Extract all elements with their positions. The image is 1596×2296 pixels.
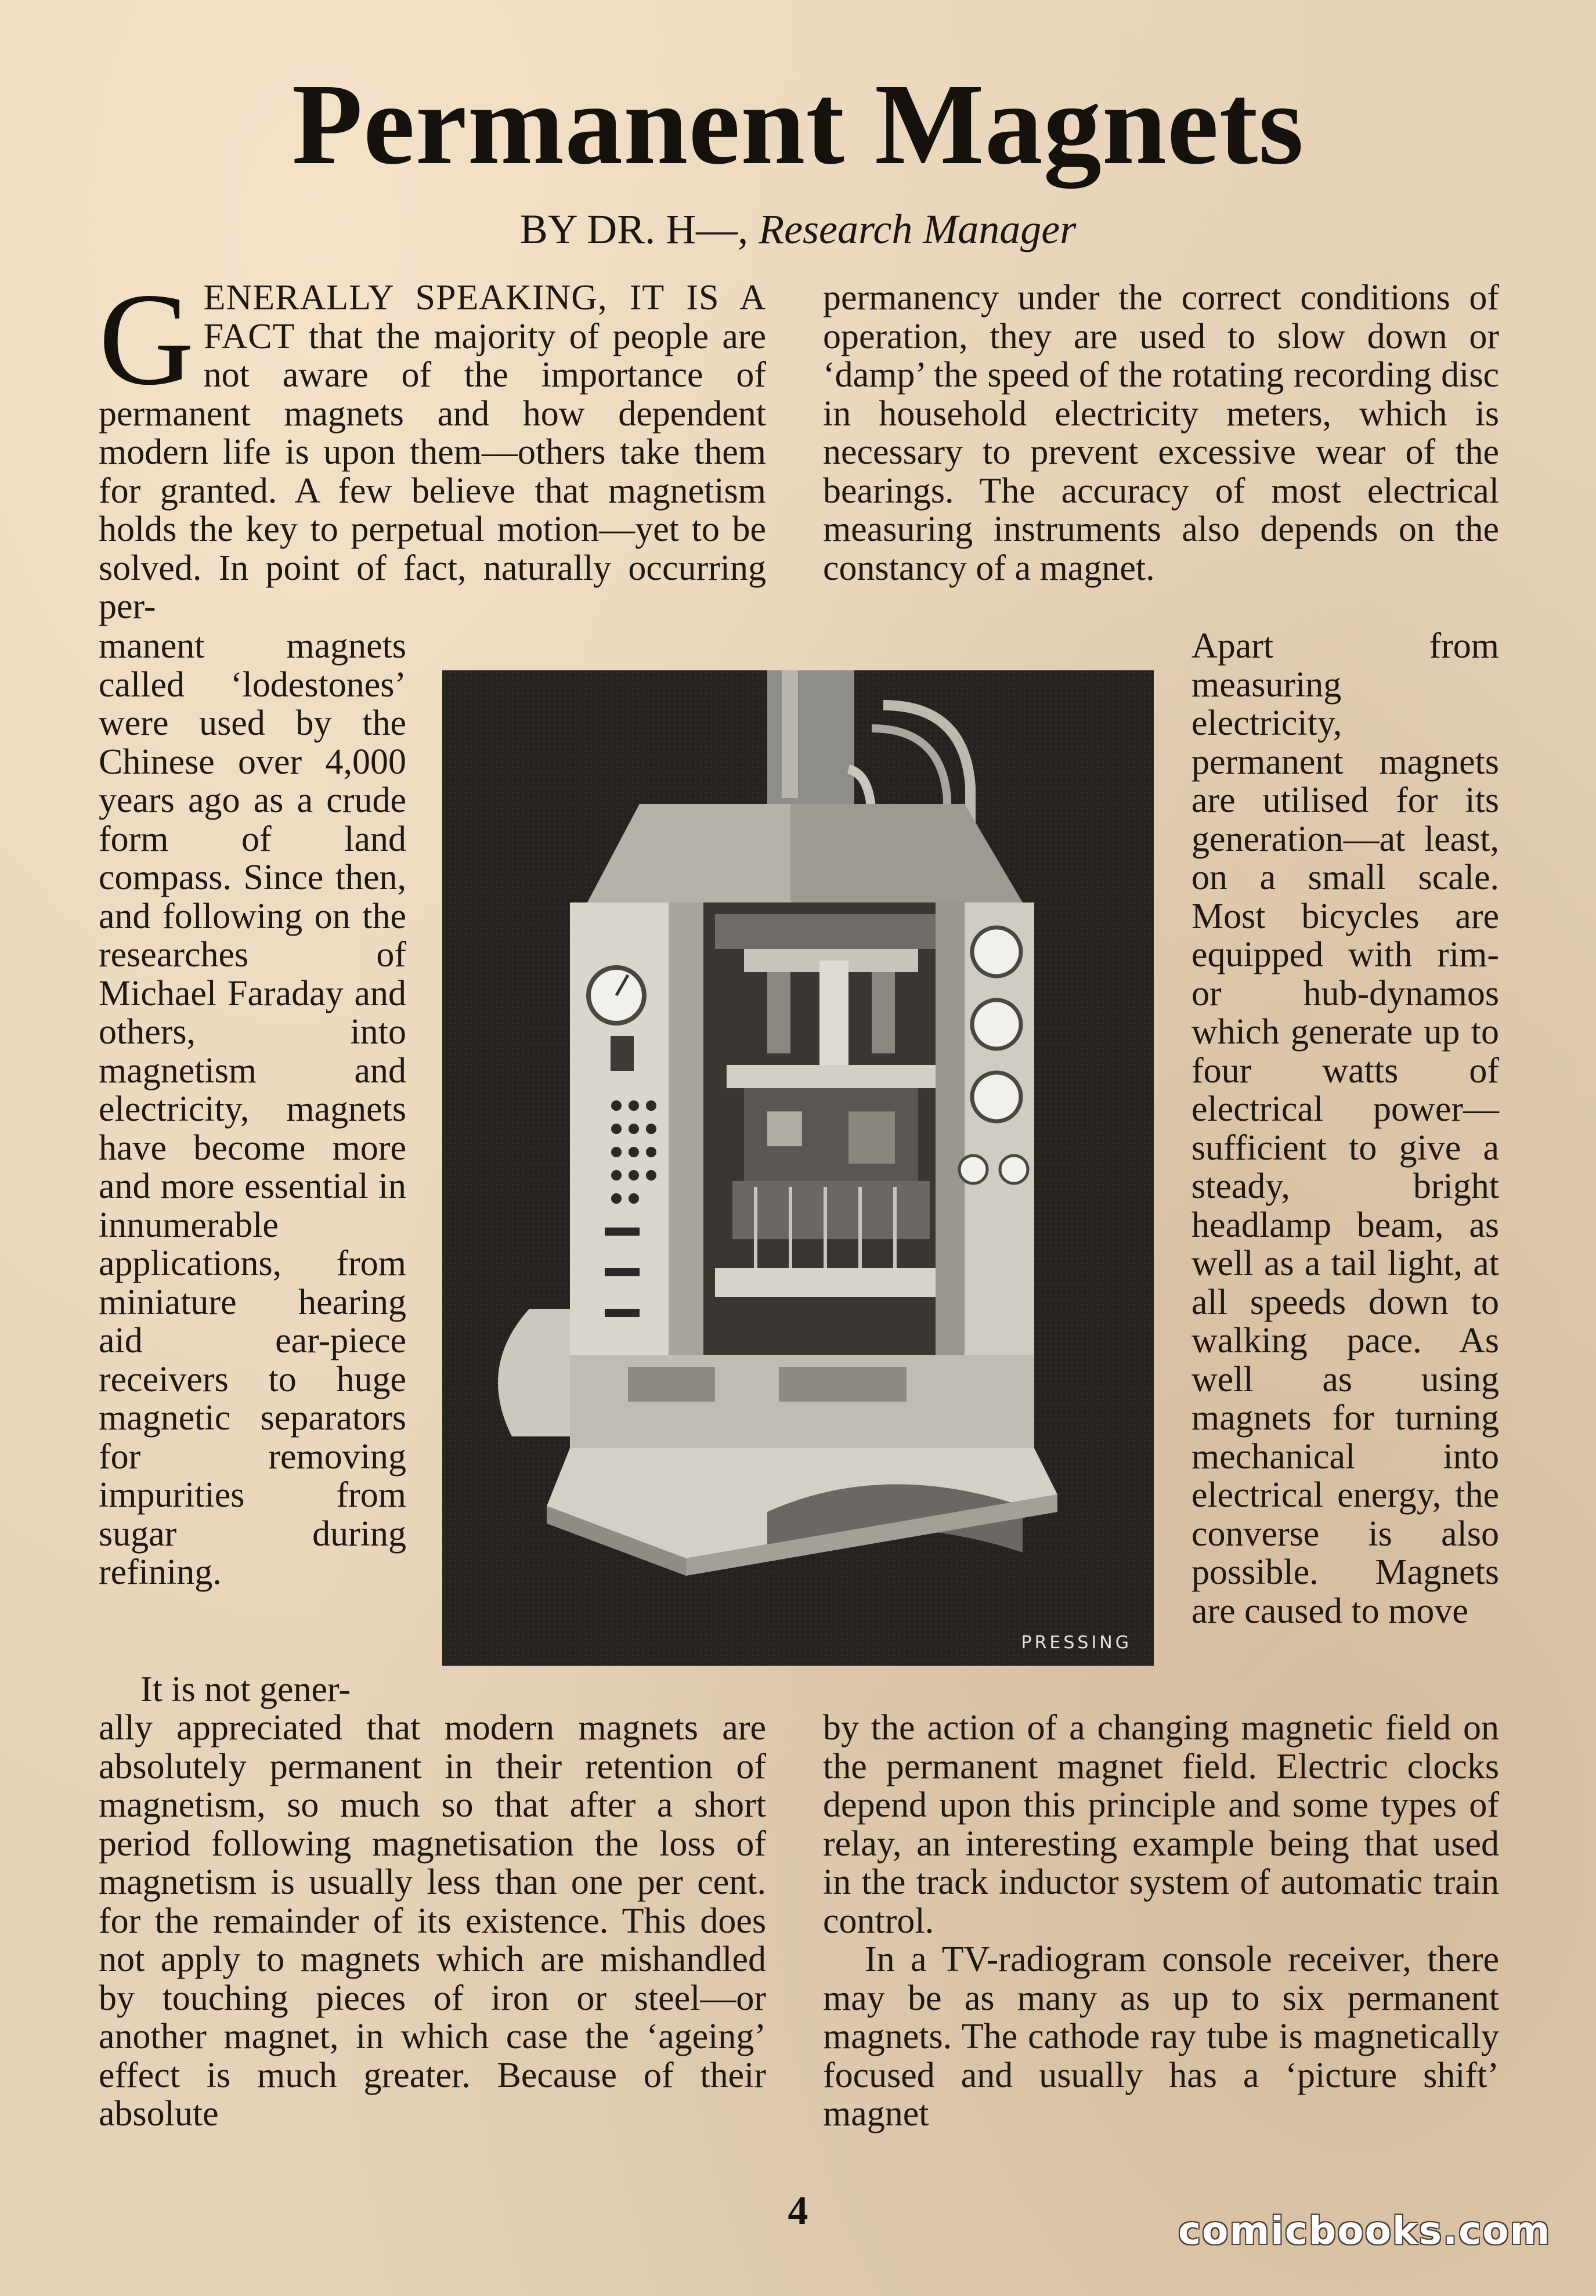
- column-1-narrow: [99, 627, 406, 1666]
- lead-text: that the majority of people are not aware of the importance of permanent magnets and how dependent modern life is upon them—others take them for granted. A few believe that magnetism holds the key to perpetual motion—yet to be solved. In point of fact, naturally occurring per-: [99, 316, 767, 626]
- figure-caption: PRESSING: [1021, 1633, 1132, 1653]
- generation-paragraph: Apart from measuring electricity, permanent magnets are utilised for its generation—at least, on a small scale. Most bicycles are equipped with rim- or hub-dynamos which generate up to four watts of electrical power—sufficient to give a steady, bright headlamp beam, as well as a tail light, at all speeds down to walking pace. As well as using magnets for turning mechanical into electrical energy, the converse is also possible. Magnets are caused to move: [1191, 626, 1499, 1631]
- clock-paragraph: by the action of a changing magnetic field on the permanent magnet field. Electric clocks depend upon this principle and some types of relay, an interesting example being that used in the track inductor system of automatic train control.: [823, 1708, 1499, 1941]
- tv-paragraph: In a TV-radiogram console receiver, there may be as many as up to six permanent magnets. The cathode ray tube is magnetically focused and usually has a ‘picture shift’ magnet: [823, 1940, 1499, 2133]
- drop-cap: G: [99, 266, 194, 413]
- column-2-bottom: [823, 1709, 1499, 2173]
- lodestone-paragraph: manent magnets called ‘lodestones’ were used by the Chinese over 4,000 years ago as a crude form of land compass. Since then, and following on the researches of Michael Faraday and others, into magnetism and electricity, magnets have become more and more essential in innumerable applications, from miniature hearing aid ear-piece receivers to huge magnetic separators for removing impurities from sugar during refining.: [99, 626, 406, 1592]
- magnet-pressing-machine-icon: [442, 670, 1154, 1666]
- pressing-machine-photo: [442, 670, 1154, 1666]
- lead-in: ENERALLY SPEAKING, IT IS A FACT: [203, 278, 766, 356]
- page-number: 4: [788, 2189, 808, 2233]
- meter-paragraph: permanency under the correct conditions of operation, they are used to slow down or ‘damp’ the speed of the rotating recording disc in household electricity meters, which is necessary to prevent excessive wear of the bearings. The accuracy of most electrical measuring instruments also depends on the constancy of a magnet.: [823, 278, 1499, 588]
- permanence-paragraph: ally appreciated that modern magnets are absolutely permanent in their retention of magnetism, so much so that after a short period following magnetisation the loss of magnetism is usually less than one per cent. for the remainder of its existence. This does not apply to magnets which are mishandled by touching pieces of iron or steel—or another magnet, in which case the ‘ageing’ effect is much greater. Because of their absolute: [99, 1708, 766, 2133]
- byline-role: Research Manager: [759, 206, 1077, 252]
- continued-fragment: It is not gener-: [140, 1670, 351, 1709]
- column-1-bottom: [99, 1709, 766, 2173]
- article-title: Permanent Magnets: [291, 60, 1305, 189]
- watermark: comicbooks.com: [1178, 2208, 1551, 2253]
- byline: [0, 203, 1596, 255]
- column-1-narrow-continued: [140, 1670, 407, 1711]
- byline-author: BY DR. H—,: [519, 206, 759, 252]
- column-2-narrow: [1191, 627, 1499, 1706]
- column-2-top: [823, 279, 1499, 627]
- column-1-top: [99, 266, 767, 627]
- lead-paragraph: [99, 266, 767, 626]
